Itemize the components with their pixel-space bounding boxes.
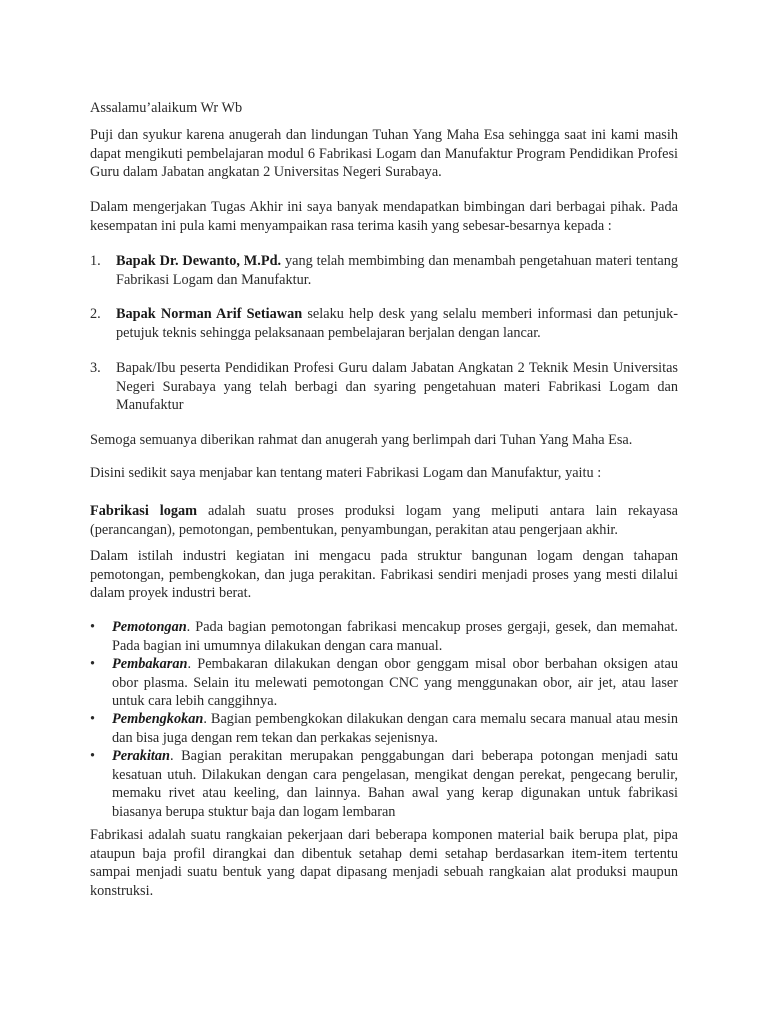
process-term: Pembakaran	[112, 656, 188, 672]
process-text: . Pembakaran dilakukan dengan obor genggam misal obor berbahan oksigen atau obor plasma. Selain itu melewati pemotongan CNC yang menggunakan obor, air jet, atau laser untuk cara lebih canggihnya.	[112, 656, 678, 709]
person-name: Bapak Norman Arif Setiawan	[116, 306, 303, 322]
bullet-icon: •	[90, 656, 96, 672]
bullet-icon: •	[90, 711, 96, 727]
list-item-text: Bapak/Ibu peserta Pendidikan Profesi Guru dalam Jabatan Angkatan 2 Teknik Mesin Universitas Negeri Surabaya yang telah berbagi dan syaring pengetahuan materi Fabrikasi Logam dan Manufaktur	[116, 360, 678, 413]
definition-term: Fabrikasi logam	[90, 503, 198, 519]
definition-paragraph	[90, 502, 678, 539]
closing-paragraph: Fabrikasi adalah suatu rangkaian pekerjaan dari beberapa komponen material baik berupa plat, pipa ataupun baja profil dirangkai dan dibentuk setahap demi setahap berdasarkan item-item tertentu sampai menjadi suatu bentuk yang dapat dipasang menjadi sebuah rangkaian alat produksi maupun konstruksi.	[90, 827, 678, 899]
process-term: Pemotongan	[112, 619, 187, 635]
thanks-intro-paragraph: Dalam mengerjakan Tugas Akhir ini saya banyak mendapatkan bimbingan dari berbagai pihak. Pada kesempatan ini pula kami menyampaikan rasa terima kasih yang sebesar-besarnya kepada :	[90, 199, 678, 234]
blessing-paragraph: Semoga semuanya diberikan rahmat dan anugerah yang berlimpah dari Tuhan Yang Maha Esa.	[90, 432, 633, 448]
explain-intro-paragraph: Disini sedikit saya menjabar kan tentang materi Fabrikasi Logam dan Manufaktur, yaitu :	[90, 465, 602, 481]
process-list-item	[90, 710, 678, 747]
thanks-list-item	[90, 359, 678, 415]
list-number: 3.	[90, 360, 101, 376]
bullet-icon: •	[90, 619, 96, 635]
intro-paragraph: Puji dan syukur karena anugerah dan lindungan Tuhan Yang Maha Esa sehingga saat ini kami masih dapat mengikuti pembelajaran modul 6 Fabrikasi Logam dan Manufaktur Program Pendidikan Profesi Guru dalam Jabatan angkatan 2 Universitas Negeri Surabaya.	[90, 127, 678, 180]
list-number: 2.	[90, 306, 101, 322]
process-text: . Bagian perakitan merupakan penggabungan dari beberapa potongan menjadi satu kesatuan utuh. Dilakukan dengan cara pengelasan, mengikat dengan perekat, pengecang berulir, memaku rivet atau keeling, dan lainnya. Bahan awal yang kerap digunakan untuk fabrikasi biasanya berupa stuktur baja dan logam lembaran	[112, 748, 678, 820]
list-item-text: selaku help desk yang selalu memberi informasi dan petunjuk-petujuk teknis sehingga pelaksanaan pembelajaran berjalan dengan lancar.	[116, 306, 678, 341]
process-text: . Pada bagian pemotongan fabrikasi mencakup proses gergaji, gesek, dan memahat. Pada bagian ini umumnya dilakukan dengan cara manual.	[112, 619, 678, 654]
greeting: Assalamu’alaikum Wr Wb	[90, 100, 243, 116]
definition-text: adalah suatu proses produksi logam yang meliputi antara lain rekayasa (perancangan), pemotongan, pembentukan, penyambungan, perakitan atau pengerjaan akhir.	[90, 503, 679, 538]
process-term: Pembengkokan	[112, 711, 204, 727]
thanks-list-item	[90, 305, 678, 342]
process-list-item	[90, 747, 678, 821]
process-list-item	[90, 618, 678, 655]
process-list-item	[90, 655, 678, 711]
industry-paragraph: Dalam istilah industri kegiatan ini mengacu pada struktur bangunan logam dengan tahapan pemotongan, pembengkokan, dan juga perakitan. Fabrikasi sendiri menjadi proses yang mesti dilalui dalam proyek industri berat.	[90, 548, 678, 601]
list-item-text: yang telah membimbing dan menambah pengetahuan materi tentang Fabrikasi Logam dan Manufaktur.	[116, 253, 679, 288]
person-name: Bapak Dr. Dewanto, M.Pd.	[116, 253, 282, 269]
process-text: . Bagian pembengkokan dilakukan dengan cara memalu secara manual atau mesin dan bisa juga dengan rem tekan dan perkakas sejenisnya.	[112, 711, 678, 746]
process-term: Perakitan	[112, 748, 170, 764]
bullet-icon: •	[90, 748, 96, 764]
list-number: 1.	[90, 253, 101, 269]
thanks-list-item	[90, 252, 678, 289]
